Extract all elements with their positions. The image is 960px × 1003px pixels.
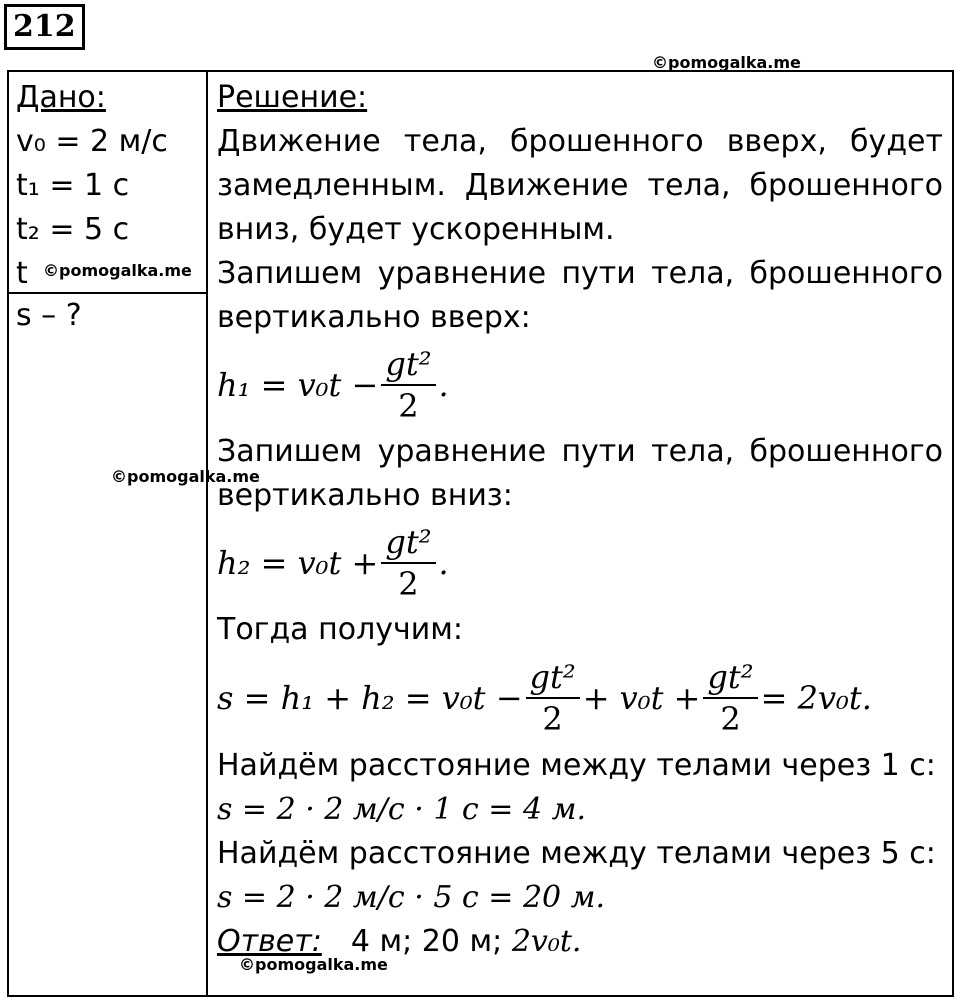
solution-paragraph-4: Тогда получим: [217,612,463,647]
equation-h2-lhs: h₂ = v₀t + [217,544,379,582]
given-t2: t₂ = 5 с [16,212,130,247]
equation-s-fraction-1 [526,657,580,739]
solution-paragraph-2: Запишем уравнение пути тела, брошенного вертикально вверх: [217,256,943,335]
given-t: t [16,256,28,291]
solution-section [217,76,943,964]
solution-paragraph-1: Движение тела, брошенного вверх, будет замедленным. Движение тела, брошенного вниз, будет ускоренным. [217,124,943,247]
equation-s-numerator-1: gt² [526,657,580,699]
equation-h2-numerator: gt² [381,522,435,564]
table-divider-vertical [206,70,208,997]
equation-h2-tail: . [438,544,449,582]
equation-h2-fraction [381,522,435,604]
problem-number: 212 [4,4,85,50]
solution-paragraph-5: Найдём расстояние между телами через 1 с: [217,748,936,783]
equation-h1-tail: . [438,366,449,404]
equation-h1-numerator: gt² [381,344,435,386]
equation-s-part-a: s = h₁ + h₂ = v₀t − [217,679,523,717]
equation-h1-fraction [381,344,435,426]
find-quantity: s – ? [16,298,82,333]
equation-h1-denominator: 2 [398,387,419,425]
watermark-top: ©pomogalka.me [652,53,801,72]
given-t1: t₁ = 1 с [16,168,130,203]
watermark-middle: ©pomogalka.me [111,467,260,486]
solution-paragraph-6: Найдём расстояние между телами через 5 с: [217,836,936,871]
solution-paragraph-3: Запишем уравнение пути тела, брошенного вертикально вниз: [217,434,943,513]
equation-h2-denominator: 2 [398,565,419,603]
given-v0: v₀ = 2 м/с [16,124,168,159]
equation-h1-lhs: h₁ = v₀t − [217,366,379,404]
equation-s-denominator-2: 2 [720,700,741,738]
equation-s-numerator-2: gt² [703,657,757,699]
equation-result-2: s = 2 · 2 м/с · 5 с = 20 м. [217,880,606,915]
equation-h2 [217,518,943,608]
equation-s [217,652,943,744]
equation-s-denominator-1: 2 [542,700,563,738]
equation-s-part-b: + v₀t + [582,679,701,717]
equation-result-1: s = 2 · 2 м/с · 1 с = 4 м. [217,792,586,827]
answer-math: 2v₀t. [511,924,582,959]
given-heading: Дано: [16,80,106,115]
watermark-given: ©pomogalka.me [43,261,192,280]
solution-heading: Решение: [217,80,368,115]
equation-s-fraction-2 [703,657,757,739]
answer-label: Ответ: [217,924,322,959]
watermark-bottom: ©pomogalka.me [239,955,388,974]
answer-text: 4 м; 20 м; [350,924,503,959]
equation-h1 [217,340,943,430]
equation-s-part-c: = 2v₀t. [760,679,872,717]
